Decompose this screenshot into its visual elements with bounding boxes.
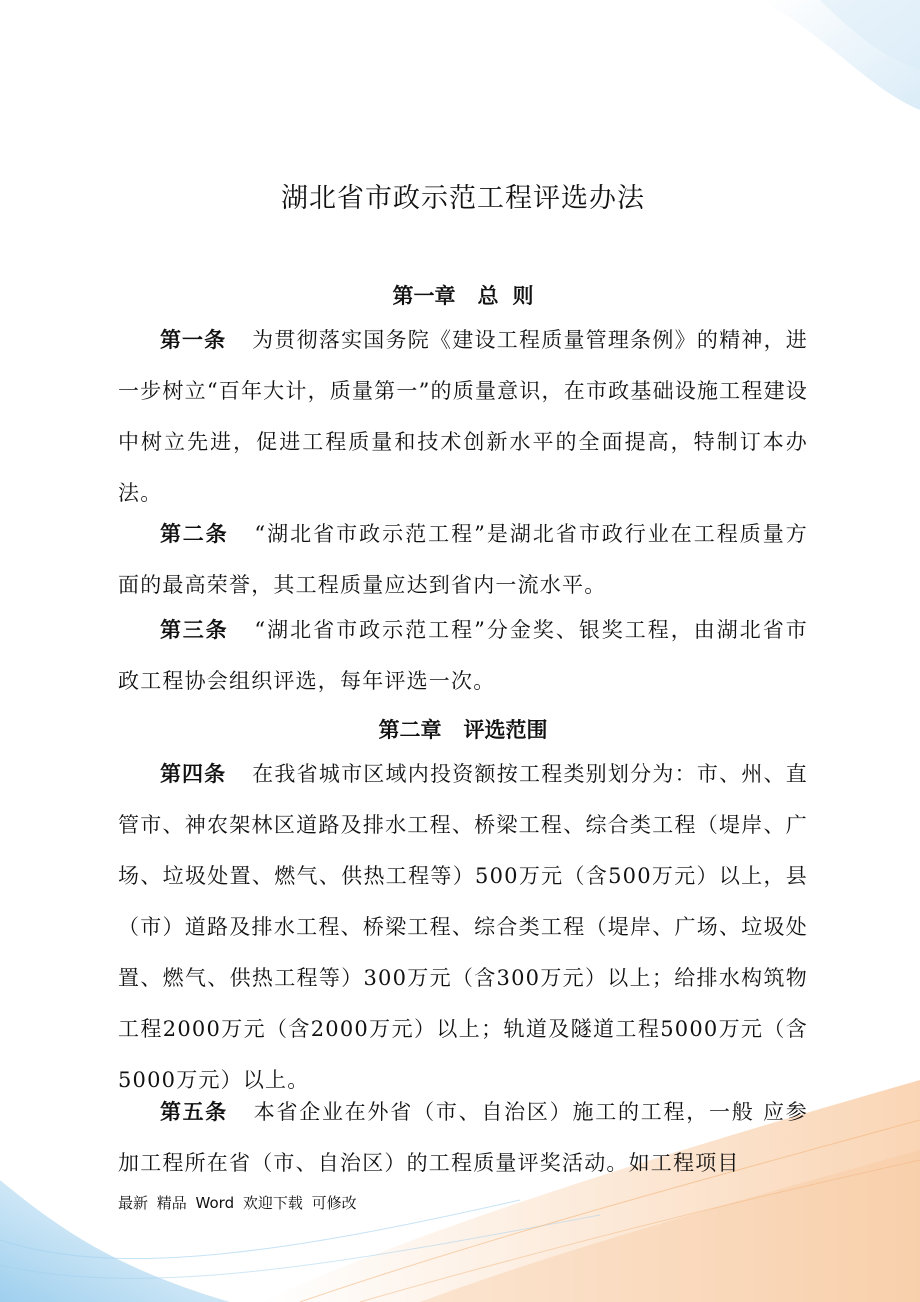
chapter-number: 第二章 (378, 718, 442, 742)
chapter-title-2: 则 (512, 284, 534, 308)
chapter-heading-1 (118, 280, 808, 310)
chapter-title: 评选范围 (463, 718, 548, 742)
article-text: 本省企业在外省（市、自治区）施工的工程，一般 应参加工程所在省（市、自治区）的工程质量评奖活动。如工程项目 (118, 1100, 808, 1175)
article-3 (118, 605, 808, 707)
article-5 (118, 1087, 808, 1189)
article-2 (118, 509, 808, 611)
page-footer: 最新 精品 Word 欢迎下载 可修改 (118, 1194, 357, 1212)
article-4 (118, 749, 808, 1106)
article-1 (118, 315, 808, 519)
article-label: 第五条 (160, 1100, 228, 1124)
article-label: 第一条 (160, 328, 227, 352)
chapter-number: 第一章 (392, 284, 456, 308)
article-text: 为贯彻落实国务院《建设工程质量管理条例》的精神，进一步树立“百年大计，质量第一”的质量意识，在市政基础设施工程建设中树立先进，促进工程质量和技术创新水平的全面提高，特制订本办法。 (118, 328, 809, 505)
chapter-title: 总 (477, 284, 499, 308)
document-title: 湖北省市政示范工程评选办法 (281, 183, 645, 214)
article-text: “湖北省市政示范工程”分金奖、银奖工程，由湖北省市政工程协会组织评选，每年评选一次。 (118, 618, 808, 693)
article-label: 第四条 (160, 762, 227, 786)
article-text: “湖北省市政示范工程”是湖北省市政行业在工程质量方面的最高荣誉，其工程质量应达到省内一流水平。 (118, 522, 808, 597)
article-text: 在我省城市区域内投资额按工程类别划分为：市、州、直管市、神农架林区道路及排水工程、桥梁工程、综合类工程（堤岸、广场、垃圾处置、燃气、供热工程等）500万元（含500万元）以上，县（市）道路及排水工程、桥梁工程、综合类工程（堤岸、广场、垃圾处置、燃气、供热工程等）300万元（含300万元）以上；给排水构筑物工程2000万元（含2000万元）以上；轨道及隧道工程5000万元（含5000万元）以上。 (118, 762, 809, 1092)
chapter-heading-2 (118, 714, 808, 744)
article-label: 第二条 (160, 522, 229, 546)
article-label: 第三条 (160, 618, 229, 642)
